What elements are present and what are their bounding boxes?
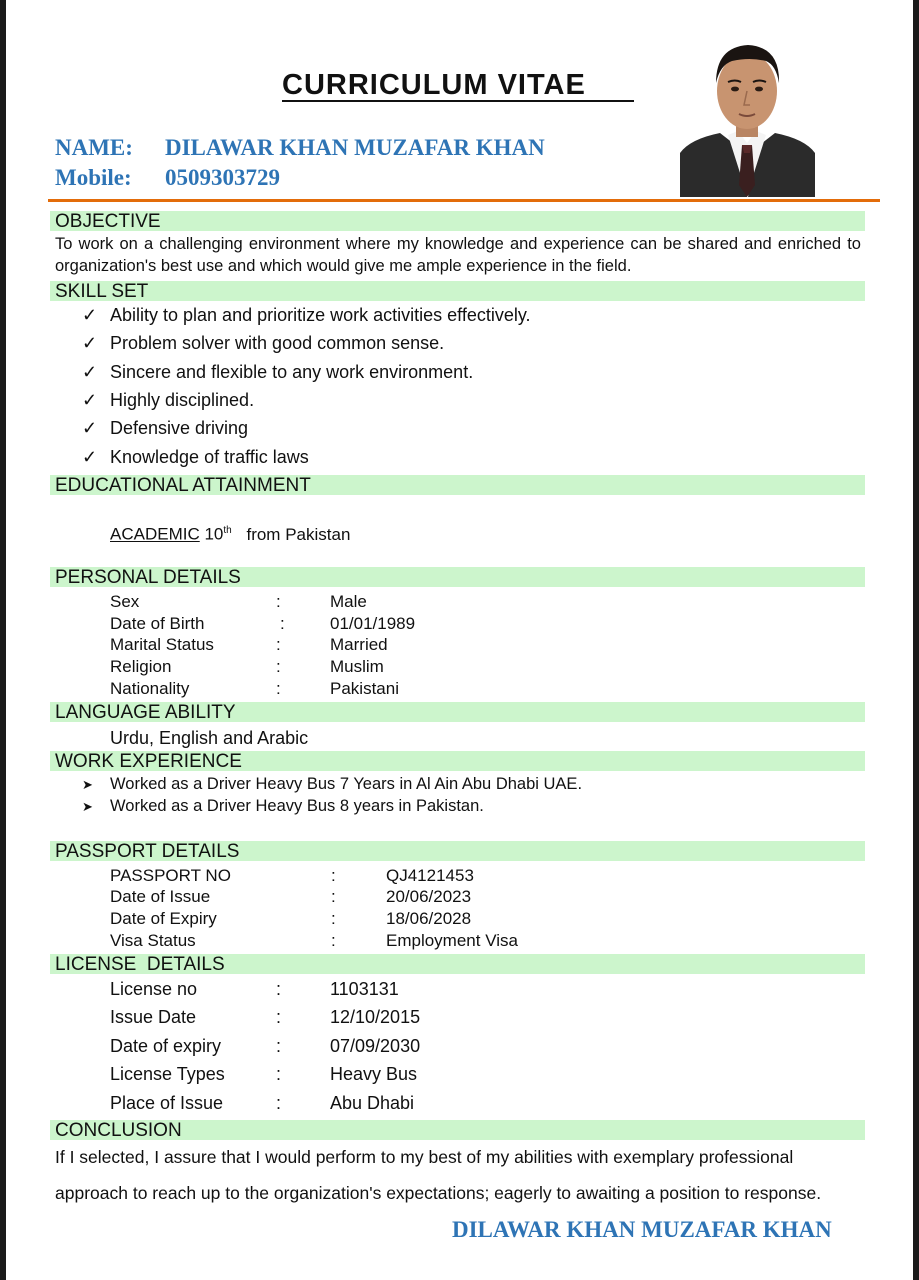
section-passport-heading: PASSPORT DETAILS: [50, 841, 865, 861]
signature-name: DILAWAR KHAN MUZAFAR KHAN: [452, 1217, 832, 1242]
skill-item: [82, 417, 248, 439]
personal-value-marital: Married: [330, 635, 388, 654]
passport-value-expiry: 18/06/2028: [386, 909, 472, 928]
personal-value-dob: 01/01/1989: [330, 614, 416, 633]
conclusion-line-1: If I selected, I assure that I would perform to my best of my abilities with exemplary professional: [55, 1147, 794, 1167]
page-border-right: [913, 0, 919, 1280]
license-label-place: Place of Issue: [110, 1093, 224, 1113]
license-label-types: License Types: [110, 1064, 225, 1084]
passport-separator: :: [331, 866, 336, 885]
skill-item-text: Sincere and flexible to any work environment.: [110, 362, 474, 382]
license-separator: :: [276, 1064, 282, 1084]
section-objective-heading: OBJECTIVE: [50, 211, 865, 231]
license-label-number: License no: [110, 979, 198, 999]
profile-photo-drawing: [680, 35, 815, 197]
work-item: [82, 774, 582, 795]
conclusion-line-2: approach to reach up to the organization's expectations; eagerly to awaiting a position to response.: [55, 1183, 822, 1203]
passport-separator: :: [331, 931, 336, 950]
objective-text: To work on a challenging environment where my knowledge and experience can be shared and enriched to organization's best use and which would give me ample experience in the field.: [55, 235, 861, 275]
license-value-number: 1103131: [330, 979, 399, 999]
personal-value-sex: Male: [330, 592, 367, 611]
passport-separator: :: [331, 909, 336, 928]
education-label: ACADEMIC: [110, 524, 200, 544]
passport-label-expiry: Date of Expiry: [110, 909, 217, 928]
personal-separator: :: [280, 614, 285, 633]
education-level: 10: [204, 524, 224, 544]
personal-label-nationality: Nationality: [110, 679, 190, 698]
passport-label-issue: Date of Issue: [110, 887, 211, 906]
personal-separator: :: [276, 657, 281, 676]
check-icon: ✓: [82, 305, 98, 325]
skill-item-text: Problem solver with good common sense.: [110, 333, 445, 353]
name-label: NAME:: [55, 135, 133, 160]
education-line: [110, 520, 350, 545]
license-value-issue: 12/10/2015: [330, 1007, 421, 1027]
passport-value-number: QJ4121453: [386, 866, 474, 885]
skill-item-text: Highly disciplined.: [110, 390, 255, 410]
header-divider: [48, 199, 880, 202]
passport-label-visa: Visa Status: [110, 931, 196, 950]
check-icon: ✓: [82, 333, 98, 353]
personal-value-religion: Muslim: [330, 657, 384, 676]
page-title: CURRICULUM VITAE: [282, 70, 634, 102]
personal-label-marital: Marital Status: [110, 635, 214, 654]
passport-value-issue: 20/06/2023: [386, 887, 472, 906]
work-item: [82, 796, 484, 817]
section-work-heading: WORK EXPERIENCE: [50, 751, 865, 771]
profile-photo: [680, 35, 815, 197]
section-license-heading: LICENSE DETAILS: [50, 954, 865, 974]
license-value-types: Heavy Bus: [330, 1064, 418, 1084]
skill-item: [82, 332, 444, 354]
personal-label-dob: Date of Birth: [110, 614, 205, 633]
language-text: Urdu, English and Arabic: [110, 728, 309, 748]
license-value-expiry: 07/09/2030: [330, 1036, 421, 1056]
name-row: [55, 135, 545, 161]
license-separator: :: [276, 1036, 282, 1056]
mobile-value: 0509303729: [165, 165, 280, 190]
check-icon: ✓: [82, 447, 98, 467]
personal-separator: :: [276, 635, 281, 654]
personal-label-religion: Religion: [110, 657, 172, 676]
section-education-heading: EDUCATIONAL ATTAINMENT: [50, 475, 865, 495]
skill-item: [82, 304, 531, 326]
license-separator: :: [276, 1007, 282, 1027]
license-label-expiry: Date of expiry: [110, 1036, 222, 1056]
personal-label-sex: Sex: [110, 592, 140, 611]
license-separator: :: [276, 979, 282, 999]
skill-item: [82, 361, 473, 383]
passport-separator: :: [331, 887, 336, 906]
license-separator: :: [276, 1093, 282, 1113]
personal-value-nationality: Pakistani: [330, 679, 399, 698]
skill-item: [82, 446, 309, 468]
personal-separator: :: [276, 592, 281, 611]
license-label-issue: Issue Date: [110, 1007, 197, 1027]
skill-item-text: Ability to plan and prioritize work activities effectively.: [110, 305, 531, 325]
mobile-label: Mobile:: [55, 165, 132, 190]
name-value: DILAWAR KHAN MUZAFAR KHAN: [165, 135, 545, 160]
section-language-heading: LANGUAGE ABILITY: [50, 702, 865, 722]
skill-item: [82, 389, 254, 411]
personal-separator: :: [276, 679, 281, 698]
skill-item-text: Knowledge of traffic laws: [110, 447, 309, 467]
license-value-place: Abu Dhabi: [330, 1093, 415, 1113]
education-detail: from Pakistan: [246, 524, 351, 544]
check-icon: ✓: [82, 362, 98, 382]
work-item-text: Worked as a Driver Heavy Bus 8 years in Pakistan.: [110, 797, 484, 815]
passport-value-visa: Employment Visa: [386, 931, 518, 950]
section-conclusion-heading: CONCLUSION: [50, 1120, 865, 1140]
section-skills-heading: SKILL SET: [50, 281, 865, 301]
mobile-row: [55, 165, 280, 191]
arrow-bullet-icon: ➤: [82, 777, 93, 792]
page-border-left: [0, 0, 6, 1280]
education-level-suffix: th: [223, 525, 232, 536]
work-item-text: Worked as a Driver Heavy Bus 7 Years in Al Ain Abu Dhabi UAE.: [110, 775, 583, 793]
section-personal-heading: PERSONAL DETAILS: [50, 567, 865, 587]
check-icon: ✓: [82, 390, 98, 410]
check-icon: ✓: [82, 418, 98, 438]
passport-label-number: PASSPORT NO: [110, 866, 231, 885]
skill-item-text: Defensive driving: [110, 418, 249, 438]
arrow-bullet-icon: ➤: [82, 799, 93, 814]
